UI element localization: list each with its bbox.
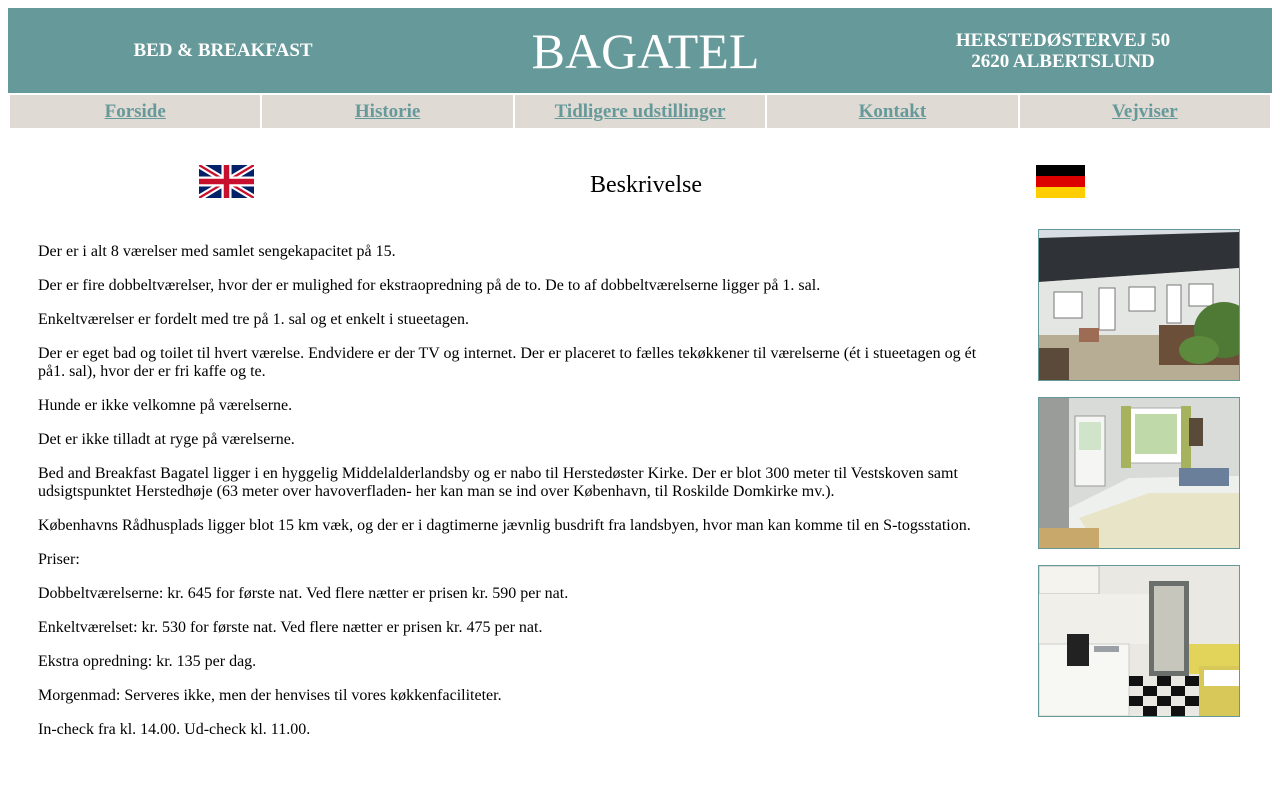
bedroom-photo [1038,397,1240,549]
paragraph: Enkeltværelser er fordelt med tre på 1. sal og et enkelt i stueetagen. [38,311,469,328]
site-header [8,8,1272,93]
uk-flag-icon[interactable] [199,165,254,198]
nav-link-kontakt[interactable]: Kontakt [767,95,1017,128]
breakfast-info: Morgenmad: Serveres ikke, men der henvises til vores køkkenfaciliteter. [38,687,502,704]
paragraph: Københavns Rådhusplads ligger blot 15 km væk, og der er i dagtimerne jævnlig busdrift fra landsbyen, hvor man kan komme til en S-togsstation. [38,517,971,534]
paragraph: Bed and Breakfast Bagatel ligger i en hyggelig Middelalderlandsby og er nabo til Herstedøster Kirke. Der er blot 300 meter til Vestskoven samt udsigtspunktet Herstedhøje (63 meter over havoverfladen- her kan man se ind over København, til Roskilde Domkirke mv.). [38,465,958,500]
paragraph: Der er eget bad og toilet til hvert værelse. Endvidere er der TV og internet. Der er placeret to fælles tekøkkener til værelserne (ét i stueetagen og ét på1. sal), hvor der er fri kaffe og te. [38,345,977,380]
nav-link-forside[interactable]: Forside [10,95,260,128]
price-single: Enkeltværelset: kr. 530 for første nat. Ved flere nætter er prisen kr. 475 per nat. [38,619,543,636]
header-tagline: BED & BREAKFAST [133,39,313,61]
nav-link-historie[interactable]: Historie [262,95,512,128]
kitchenette-photo [1038,565,1240,717]
paragraph: Hunde er ikke velkomne på værelserne. [38,397,293,414]
header-address [853,8,1273,93]
germany-flag-icon[interactable] [1036,165,1085,198]
price-extra-bed: Ekstra opredning: kr. 135 per dag. [38,653,257,670]
site-title: BAGATEL [531,22,760,79]
checkin-info: In-check fra kl. 14.00. Ud-check kl. 11.00. [38,721,311,738]
prices-heading: Priser: [38,551,80,568]
address-city: 2620 ALBERTSLUND [971,50,1155,72]
address-street: HERSTEDØSTERVEJ 50 [955,29,1171,51]
nav-link-vejviser[interactable]: Vejviser [1020,95,1270,128]
main-nav [10,95,1270,128]
description-text [38,243,993,755]
paragraph: Det er ikke tilladt at ryge på værelserne. [38,431,295,448]
paragraph: Der er i alt 8 værelser med samlet sengekapacitet på 15. [38,243,396,260]
nav-link-tidligere-udstillinger[interactable]: Tidligere udstillinger [515,95,765,128]
page-title: Beskrivelse [590,172,702,198]
paragraph: Der er fire dobbeltværelser, hvor der er mulighed for ekstraopredning på de to. De to af dobbeltværelserne ligger på 1. sal. [38,277,821,294]
price-double: Dobbeltværelserne: kr. 645 for første nat. Ved flere nætter er prisen kr. 590 per nat. [38,585,569,602]
house-exterior-photo [1038,229,1240,381]
